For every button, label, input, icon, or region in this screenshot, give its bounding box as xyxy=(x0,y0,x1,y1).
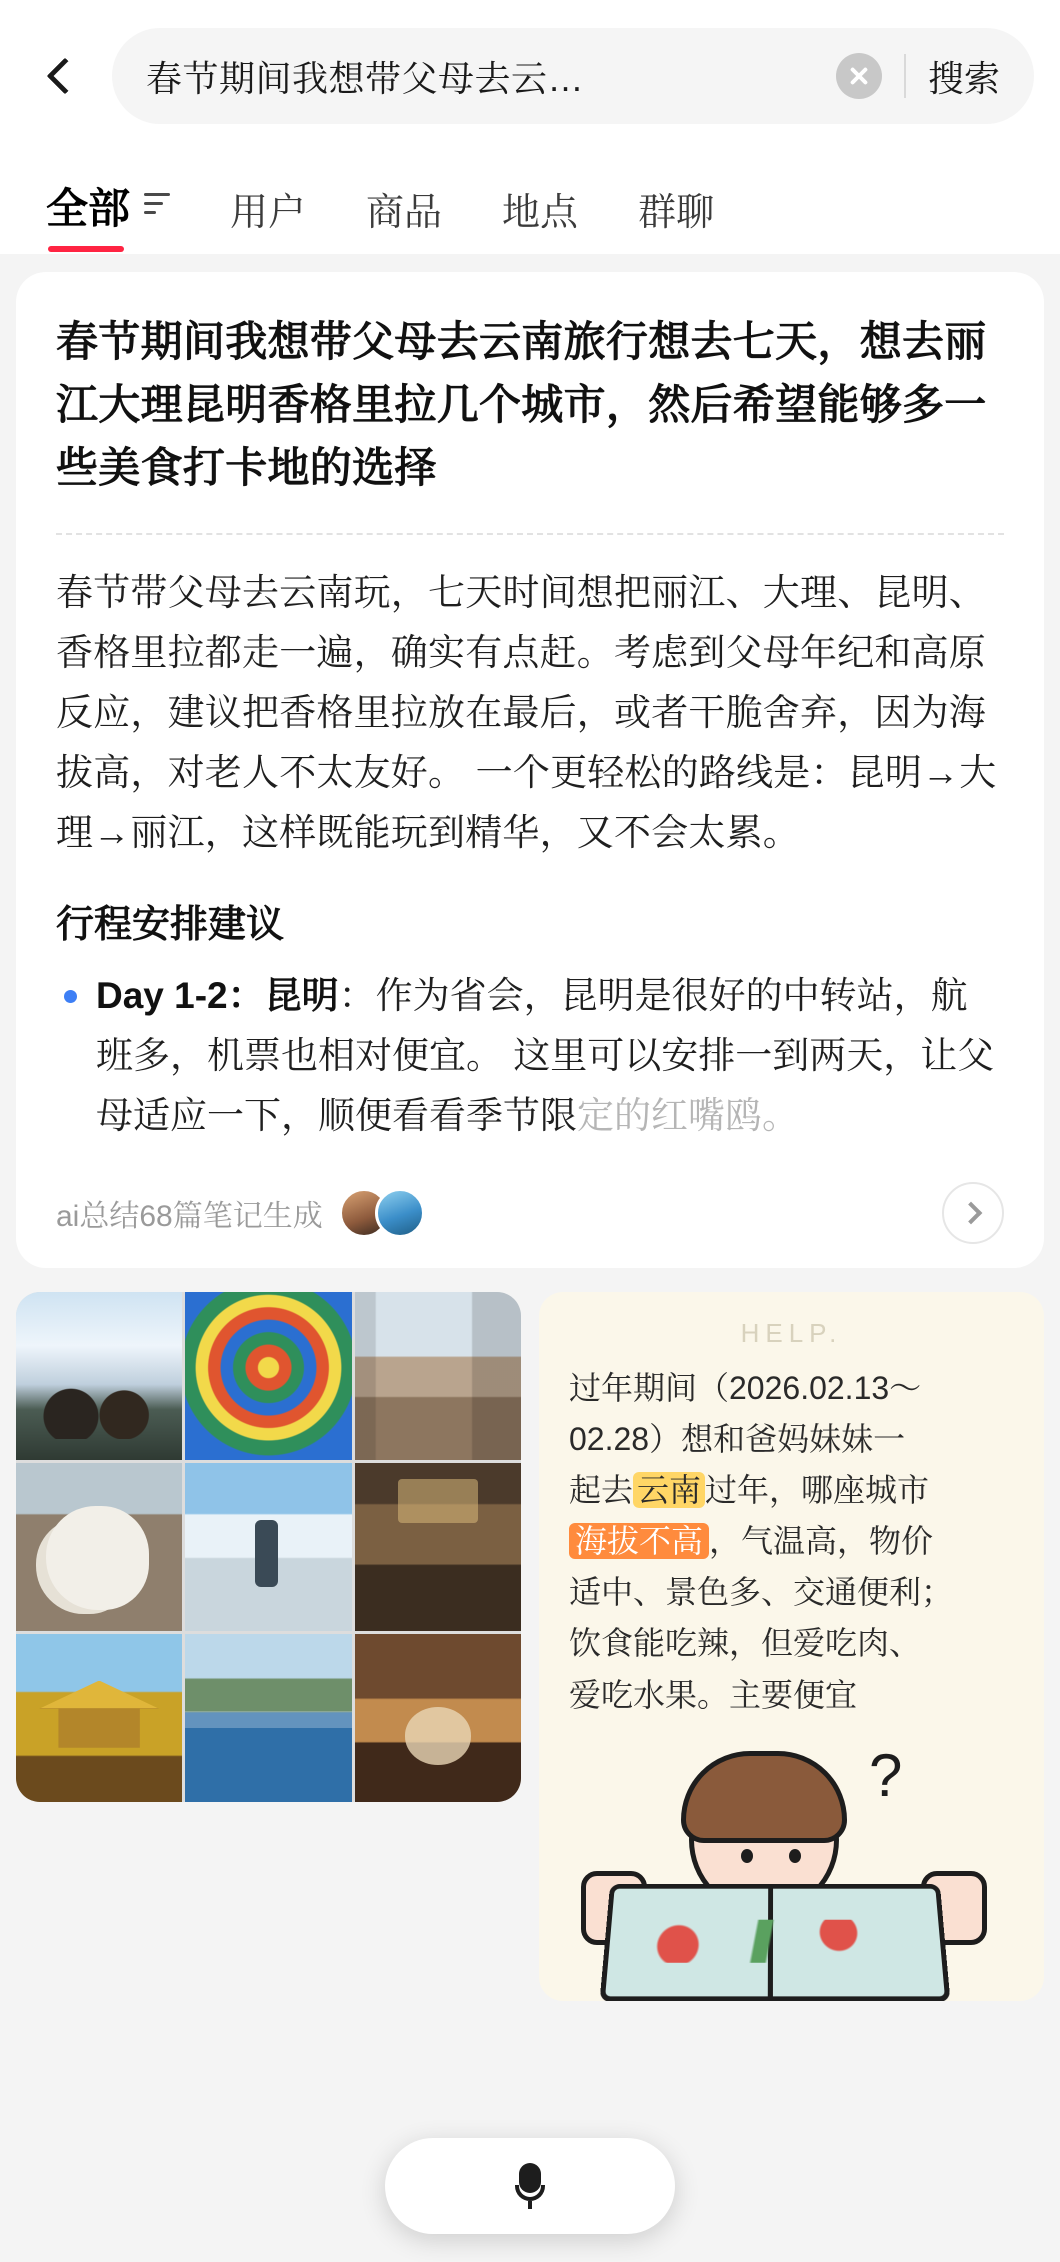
doodle-eye xyxy=(789,1849,801,1863)
tab-label: 群聊 xyxy=(638,192,715,234)
highlight-yellow: 云南 xyxy=(633,1472,705,1508)
photo-thumb[interactable] xyxy=(16,1292,182,1460)
note-line xyxy=(569,1465,1014,1516)
note-text xyxy=(569,1363,1014,1721)
filter-icon[interactable] xyxy=(144,193,170,220)
photo-thumb[interactable] xyxy=(16,1463,182,1631)
photo-thumb[interactable] xyxy=(355,1463,521,1631)
photo-thumb[interactable] xyxy=(185,1292,351,1460)
results-feed xyxy=(0,1268,1060,2001)
note-line xyxy=(569,1516,1014,1567)
avatar-group xyxy=(339,1188,425,1238)
tab-goods[interactable] xyxy=(366,181,442,254)
tab-all[interactable] xyxy=(46,176,170,254)
tab-groups[interactable] xyxy=(638,181,714,254)
doodle-hair xyxy=(681,1751,847,1843)
divider xyxy=(56,533,1004,535)
photo-thumb[interactable] xyxy=(355,1634,521,1802)
bullet-faded-text: 定的红嘴鸥。 xyxy=(577,1094,799,1136)
microphone-icon xyxy=(515,2163,545,2209)
tab-label: 用户 xyxy=(230,192,307,234)
search-button[interactable]: 搜索 xyxy=(927,57,1000,99)
search-header xyxy=(0,0,1060,144)
note-line-post: 过年，哪座城市 xyxy=(705,1471,930,1508)
photo-thumb[interactable] xyxy=(355,1292,521,1460)
ai-summary-card[interactable] xyxy=(16,272,1044,1268)
tab-label: 地点 xyxy=(502,192,579,234)
ai-source-note: ai总结68篇笔记生成 xyxy=(56,1199,323,1233)
tab-label: 商品 xyxy=(366,192,443,234)
list-item xyxy=(56,966,1004,1146)
divider xyxy=(904,54,906,98)
ai-card-footer xyxy=(56,1182,1004,1244)
clear-icon[interactable] xyxy=(836,53,882,99)
tab-label: 全部 xyxy=(46,185,131,232)
ai-answer-paragraph: 春节带父母去云南玩，七天时间想把丽江、大理、昆明、香格里拉都走一遍，确实有点赶。考虑到父母年纪和高原反应，建议把香格里拉放在最后，或者干脆舍弃，因为海拔高，对老人不太友好。 一个更轻松的路线是：昆明→大理→丽江，这样既能玩到精华，又不会太累。 xyxy=(56,572,997,853)
highlight-orange: 海拔不高 xyxy=(569,1523,709,1559)
search-bar[interactable] xyxy=(112,28,1034,124)
note-line: 爱吃水果。主要便宜 xyxy=(569,1676,858,1713)
feed-column-right xyxy=(539,1292,1044,2001)
search-input[interactable]: 春节期间我想带父母去云… xyxy=(146,57,585,99)
back-button[interactable] xyxy=(26,41,96,111)
note-card[interactable] xyxy=(539,1292,1044,2001)
bullet-lead: Day 1-2：昆明 xyxy=(96,974,339,1016)
note-line: 饮食能吃辣，但爱吃肉、 xyxy=(569,1625,922,1662)
feed-column-left xyxy=(16,1292,521,2001)
chevron-right-icon[interactable] xyxy=(942,1182,1004,1244)
note-watermark: HELP. xyxy=(740,1317,843,1348)
tab-places[interactable] xyxy=(502,181,578,254)
ai-section-title: 行程安排建议 xyxy=(56,903,285,946)
result-tabs xyxy=(0,144,1060,254)
photo-thumb[interactable] xyxy=(185,1463,351,1631)
note-line: 02.28）想和爸妈妹妹一 xyxy=(569,1420,906,1457)
note-line-post: ，气温高，物价 xyxy=(709,1523,934,1560)
note-line: 过年期间（2026.02.13～ xyxy=(569,1369,922,1406)
photo-thumb[interactable] xyxy=(185,1634,351,1802)
doodle-map xyxy=(600,1884,951,2001)
tab-users[interactable] xyxy=(230,181,306,254)
question-mark-icon: ? xyxy=(869,1741,903,1809)
back-chevron-icon xyxy=(47,58,84,95)
note-line: 适中、景色多、交通便利； xyxy=(569,1574,954,1611)
voice-search-button[interactable] xyxy=(385,2138,675,2234)
ai-bullet-list xyxy=(56,966,1004,1146)
ai-question: 春节期间我想带父母去云南旅行想去七天，想去丽江大理昆明香格里拉几个城市，然后希望能够多一些美食打卡地的选择 xyxy=(56,318,987,491)
avatar xyxy=(375,1188,425,1238)
doodle-eye xyxy=(741,1849,753,1863)
note-line-pre: 起去 xyxy=(569,1471,634,1508)
bullet-text: ：作为省会，昆明是很好的中转站，航班多，机票也相对便宜。 这里可以安排一到两天，让父母适应一下，顺便看看季节限 xyxy=(96,974,995,1136)
photo-grid-card[interactable] xyxy=(16,1292,521,1802)
map-reader-doodle-icon xyxy=(569,1731,1014,2001)
photo-thumb[interactable] xyxy=(16,1634,182,1802)
